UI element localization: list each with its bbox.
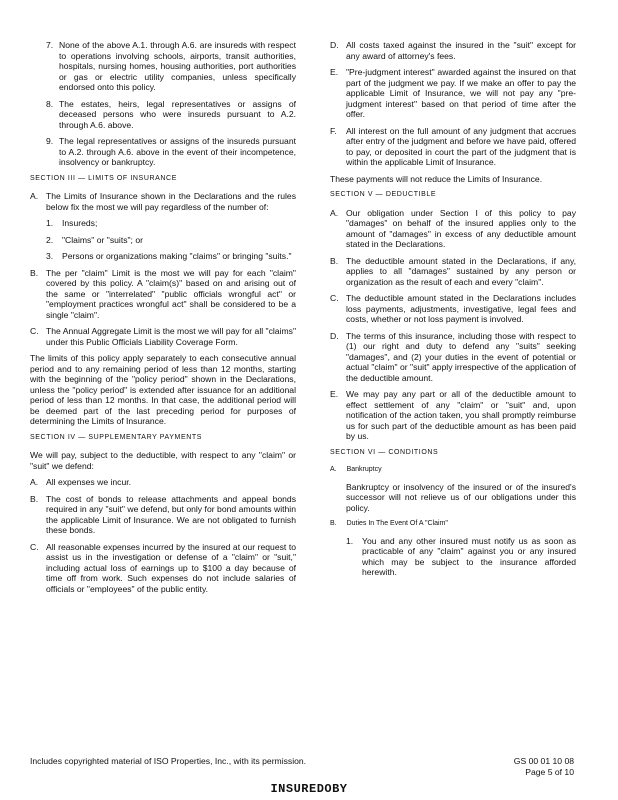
form-code: GS 00 01 10 08: [513, 756, 574, 766]
limits-sub-1: 1. Insureds;: [46, 218, 98, 228]
insured-item-7: 7. None of the above A.1. through A.6. are insureds with respect to operations involving schools, airports, transit authorities, hospitals, nursing homes, housing authorities, port authorities or gas or electric utility companies, unless specifically endorsed onto this policy.: [46, 40, 296, 92]
deductible-item-d: D. The terms of this insurance, including those with respect to (1) our right and duty to defend any "suits" seeking "damages", and (2) your duties in the event of potential or actual "claim" or "suit" apply irrespective of the application of the deductible amount.: [330, 330, 576, 383]
deductible-item-c: C. The deductible amount stated in the Declarations includes loss payments, adjustments, investigative, legal fees and costs, whether or not loss payment is involved.: [330, 293, 576, 324]
supplementary-item-b: B. The cost of bonds to release attachments and appeal bonds required in any "suit" we defend, but only for bond amounts within the applicable Limit of Insurance. We are not obligated to furnish these bonds.: [30, 493, 296, 535]
supplementary-item-d: D. All costs taxed against the insured in the "suit" except for any award of attorney's fees.: [330, 40, 576, 61]
supplementary-item-c: C. All reasonable expenses incurred by the insured at our request to assist us in the investigation or defense of a "claim" or "suit," including actual loss of earnings up to $100 a day because of time off from work. Such expenses do not include salaries of officials or "employees" of the public entity.: [30, 541, 296, 594]
supplementary-item-f: F. All interest on the full amount of any judgment that accrues after entry of the judgment and before we have paid, offered to pay, or deposited in court the part of the judgment that is within the applicable Limit of Insurance.: [330, 125, 576, 167]
insured-item-8: 8. The estates, heirs, legal representatives or assigns of deceased persons who were insureds pursuant to A.2. through A.6. above.: [46, 98, 296, 130]
page-number: Page 5 of 10: [525, 767, 574, 777]
right-column: [330, 40, 576, 584]
supplementary-note: These payments will not reduce the Limits of Insurance.: [330, 173, 543, 184]
limits-item-b: B. The per "claim" Limit is the most we will pay for each "claim" covered by this policy. A "claim(s)" based on and arising out of the same or "interrelated" "public officials wrongful act" or "employment practices wrongful act" shall be considered to be a single "claim".: [30, 267, 296, 320]
supplementary-item-a: A. All expenses we incur.: [30, 477, 132, 487]
limits-sub-3: 3. Persons or organizations making "claims" or bringing "suits.": [46, 251, 292, 261]
section-iv-heading: SECTION IV — SUPPLEMENTARY PAYMENTS: [30, 433, 203, 441]
limits-sub-2: 2. "Claims" or "suits"; or: [46, 234, 143, 245]
section-vi-heading: SECTION VI — CONDITIONS: [330, 448, 439, 456]
condition-a-heading: A. Bankruptcy: [330, 466, 382, 473]
limits-item-a: A. The Limits of Insurance shown in the Declarations and the rules below fix the most we will pay regardless of the number of:: [30, 191, 296, 212]
condition-b-heading: B. Duties In The Event Of A "Claim": [330, 520, 448, 527]
section-iii-heading: SECTION III — LIMITS OF INSURANCE: [30, 174, 177, 182]
supplementary-intro: We will pay, subject to the deductible, with respect to any "claim" or "suit" we defend:: [30, 450, 296, 471]
limits-paragraph: The limits of this policy apply separately to each consecutive annual period and to any remaining period of less than 12 months, starting with the beginning of the "policy period" shown in the Declarations, unless the "policy period" is extended after issuance for an additional period of less than 12 months. In that case, the additional period will be deemed part of the last preceding period for purposes of determining the Limits of Insurance.: [30, 353, 296, 426]
watermark-text: INSUREDOBY: [270, 782, 348, 796]
condition-b-item-1: 1. You and any other insured must notify us as soon as practicable of any "claim" against you or any insured which may be subject to the insurance afforded herewith.: [346, 535, 576, 577]
deductible-item-e: E. We may pay any part or all of the deductible amount to effect settlement of any "claim" or "suit" and, upon notification of the action taken, you shall promptly reimburse us for such part of the deductible amount as has been paid by us.: [330, 389, 576, 441]
supplementary-item-e: E. "Pre-judgment interest" awarded against the insured on that part of the judgment we pay. If we make an offer to pay the applicable Limit of Insurance, we will not pay any "pre-judgment interest" based on that period of time after the offer.: [330, 67, 576, 119]
insured-item-9: 9. The legal representatives or assigns of the insureds pursuant to A.2. through A.6. above in the event of their incompetence, insolvency or bankruptcy.: [46, 136, 296, 167]
deductible-item-b: B. The deductible amount stated in the Declarations, if any, applies to all "damages" sustained by any person or organization as the result of each and every "claim".: [330, 255, 576, 287]
limits-item-c: C. The Annual Aggregate Limit is the most we will pay for all "claims" under this Public Officials Liability Coverage Form.: [30, 326, 296, 347]
section-v-heading: SECTION V — DEDUCTIBLE: [330, 191, 437, 198]
deductible-item-a: A. Our obligation under Section I of this policy to pay "damages" on behalf of the insured applies only to the amount of "damages" in excess of any deductible amount stated in the Declarations.: [330, 207, 576, 249]
condition-a-text: Bankruptcy or insolvency of the insured or of the insured's successor will not relieve us of our obligations under this policy.: [346, 481, 576, 513]
copyright-notice: Includes copyrighted material of ISO Properties, Inc., with its permission.: [30, 756, 307, 766]
left-column: [30, 40, 296, 600]
form-footer: [494, 756, 574, 778]
